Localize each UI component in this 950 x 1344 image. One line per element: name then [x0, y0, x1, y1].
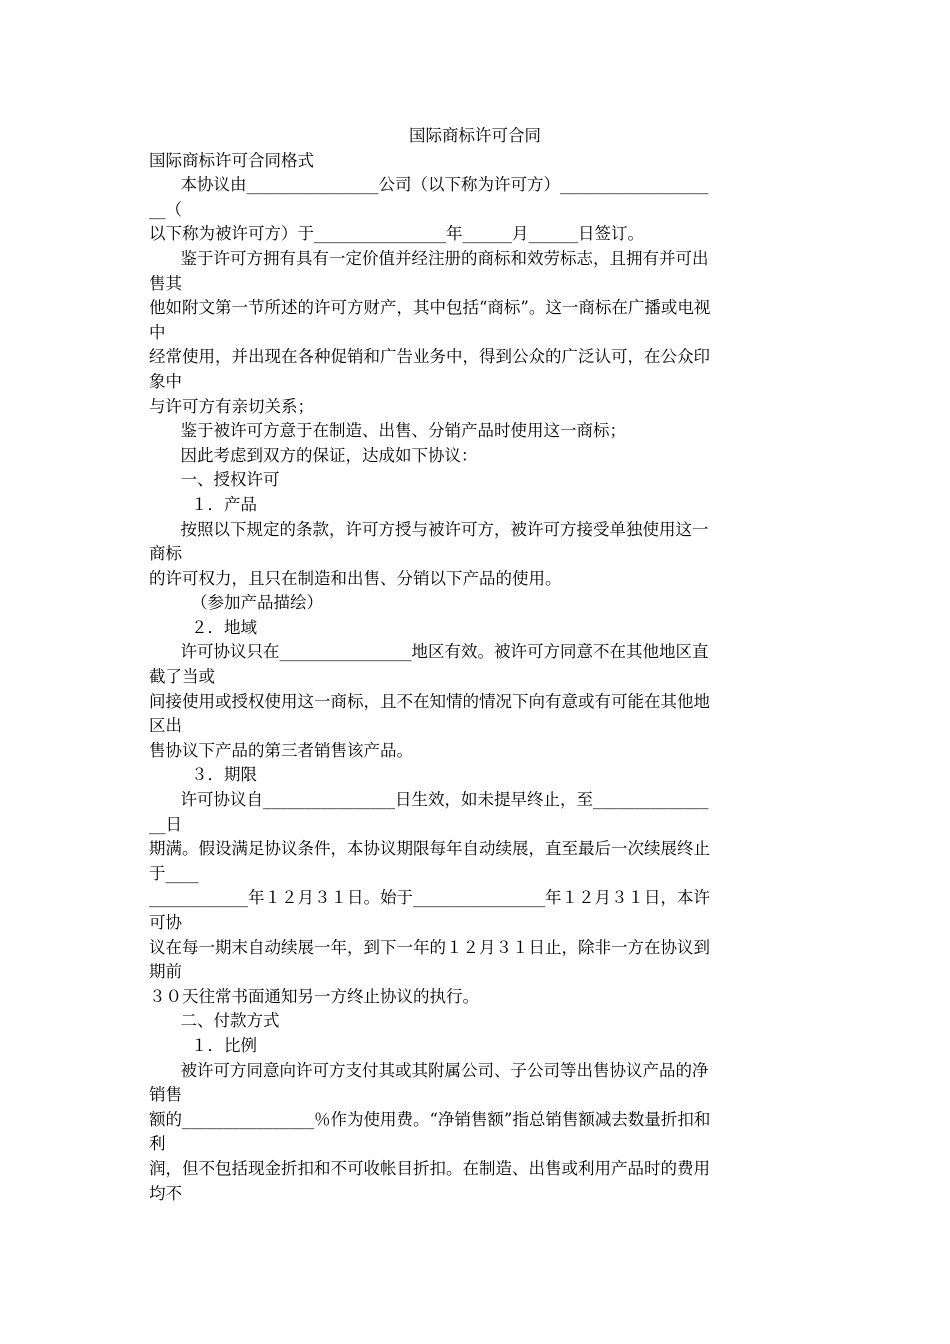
text-line: 许可协议只在________________地区有效。被许可方同意不在其他地区直 [149, 642, 709, 662]
text-line: ____________年１２月３１日。始于________________年１２月３１日，本许 [149, 888, 710, 908]
text-line: 售其 [149, 273, 182, 293]
subsection-heading: １．产品 [149, 494, 257, 514]
text-line: 期前 [149, 962, 182, 982]
text-line: 鉴于许可方拥有具有一定价值并经注册的商标和效劳标志，且拥有并可出 [149, 248, 709, 268]
text-line: 销售 [149, 1085, 182, 1105]
text-line: （参加产品描绘） [149, 593, 323, 613]
text-line: 他如附文第一节所述的许可方财产，其中包括“商标”。这一商标在广播或电视 [149, 298, 711, 318]
text-line: 额的________________％作为使用费。“净销售额”指总销售额减去数量折扣和 [149, 1109, 711, 1129]
text-line: 被许可方同意向许可方支付其或其附属公司、子公司等出售协议产品的净 [149, 1060, 709, 1080]
text-line: 利 [149, 1134, 166, 1154]
text-line: __日 [149, 814, 182, 834]
text-line: 议在每一期末自动续展一年，到下一年的１２月３１日止，除非一方在协议到 [149, 937, 710, 957]
text-line: 于____ [149, 863, 199, 883]
text-line: 可协 [149, 913, 182, 932]
subsection-heading: ２．地域 [149, 617, 257, 637]
text-line: ３０天往常书面通知另一方终止协议的执行。 [149, 986, 479, 1006]
section-heading: 一、授权许可 [149, 470, 280, 490]
text-line: 区出 [149, 716, 182, 736]
text-line: 的许可权力，且只在制造和出售、分销以下产品的使用。 [149, 568, 562, 588]
text-line: 与许可方有亲切关系； [149, 396, 314, 416]
subsection-heading: １．比例 [149, 1035, 257, 1055]
text-line: 间接使用或授权使用这一商标，且不在知情的情况下向有意或有可能在其他地 [149, 691, 710, 711]
text-line: 中 [149, 322, 166, 342]
document-body [149, 124, 801, 1206]
subsection-heading: ３．期限 [149, 765, 257, 785]
text-line: 润，但不包括现金折扣和不可收帐目折扣。在制造、出售或利用产品时的费用 [149, 1158, 710, 1178]
section-heading: 二、付款方式 [149, 1011, 280, 1031]
text-line: 按照以下规定的条款，许可方授与被许可方，被许可方接受单独使用这一 [149, 519, 709, 539]
text-line: __（ [149, 199, 182, 219]
text-line: 因此考虑到双方的保证，达成如下协议： [149, 445, 478, 465]
text-line: 商标 [149, 544, 182, 564]
text-line: 截了当或 [149, 667, 215, 687]
text-line: 售协议下产品的第三者销售该产品。 [149, 740, 413, 760]
text-line: 期满。假设满足协议条件，本协议期限每年自动续展，直至最后一次续展终止 [149, 839, 710, 859]
text-line: 许可协议自________________日生效，如未提早终止，至______________ [149, 790, 709, 810]
text-line: 国际商标许可合同格式 [149, 150, 314, 170]
text-line: 鉴于被许可方意于在制造、出售、分销产品时使用这一商标； [149, 421, 626, 441]
text-line: 本协议由________________公司（以下称为许可方）__________________ [149, 175, 709, 195]
text-line: 象中 [149, 371, 182, 391]
text-line: 以下称为被许可方）于________________年______月______日签订。 [149, 224, 644, 244]
text-line: 经常使用，并出现在各种促销和广告业务中，得到公众的广泛认可，在公众印 [149, 347, 710, 367]
document-title: 国际商标许可合同 [409, 126, 541, 145]
text-line: 均不 [149, 1183, 182, 1203]
